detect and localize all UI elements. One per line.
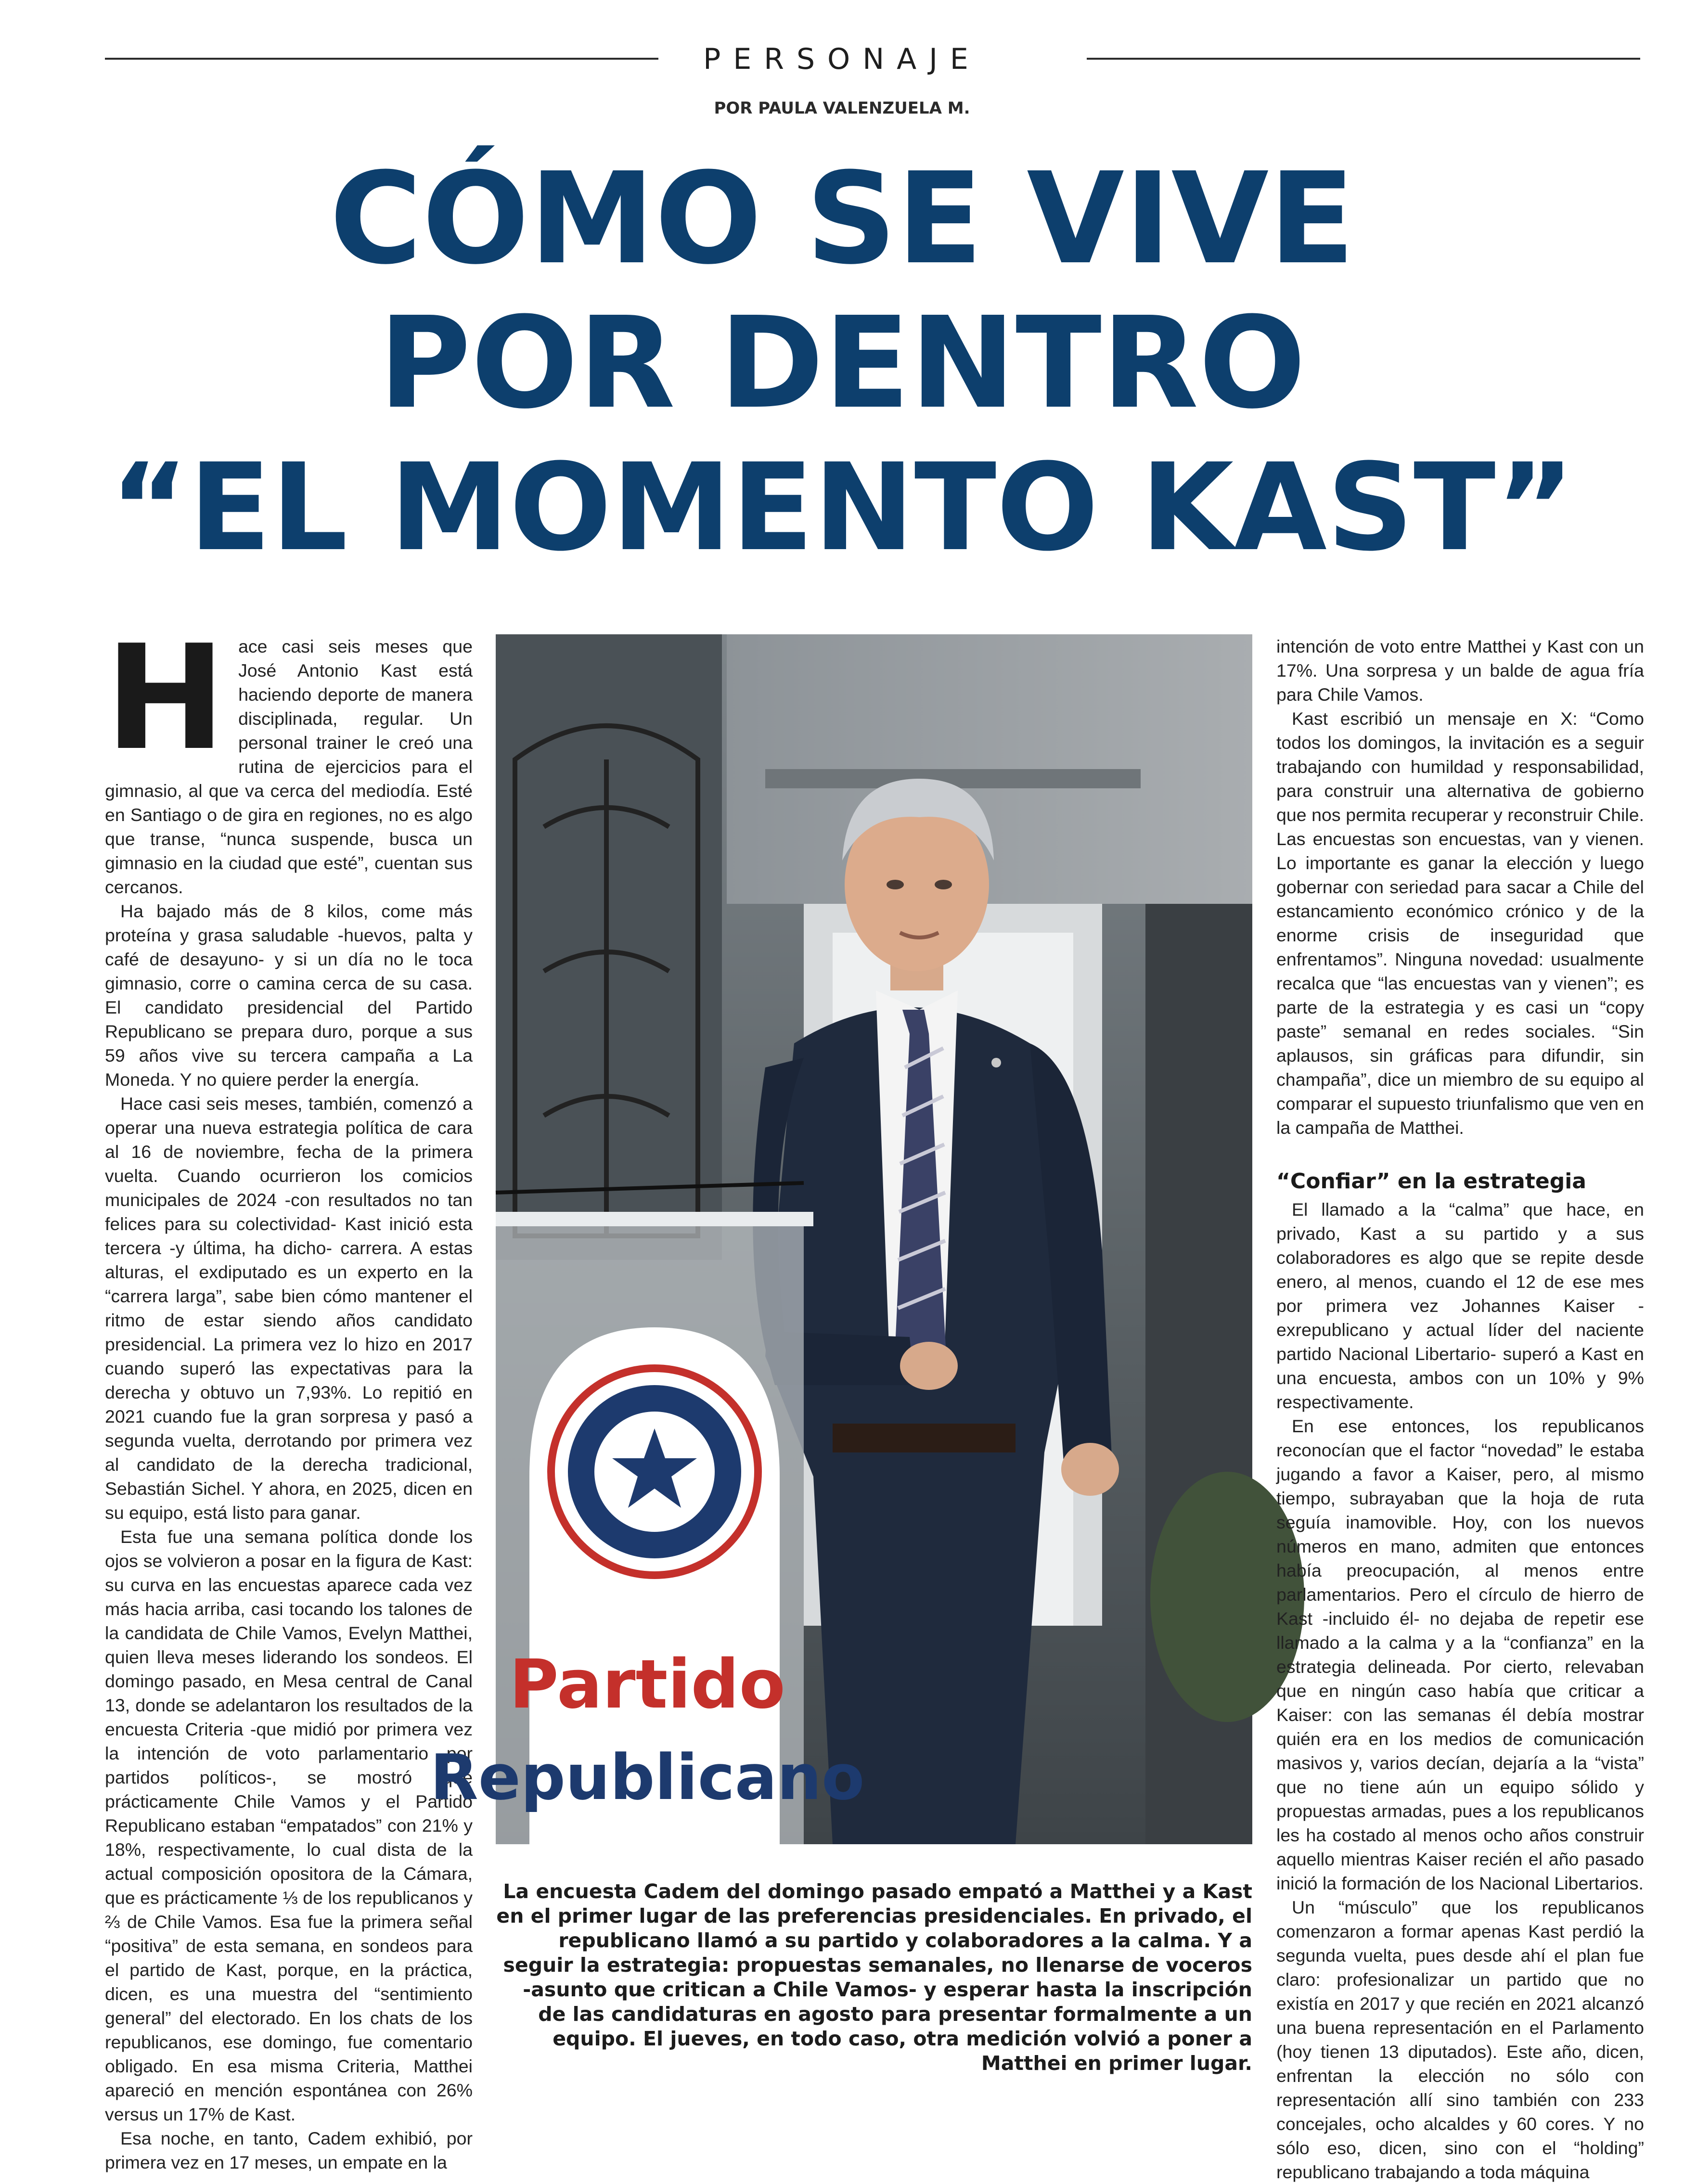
- kast-photo: [430, 634, 1252, 1844]
- paragraph: intención de voto entre Matthei y Kast con un 17%. Una sorpresa y un balde de agua fría para Chile Vamos.: [1276, 636, 1644, 705]
- paragraph: ace casi seis meses que José Antonio Kast está haciendo deporte de manera disciplinada, regular. Un personal trainer le creó una rutina de ejercicios para el gimnasio, al que va cerca del mediodía. Esté en Santiago o de gira en regiones, no es algo que transe, “nunca suspende, busca un gimnasio en la ciudad que esté”, cuentan sus cercanos.: [105, 636, 473, 897]
- byline: POR PAULA VALENZUELA M.: [714, 99, 970, 118]
- paragraph: Kast escribió un mensaje en X: “Como todos los domingos, la invitación es a seguir trabajando con humildad y responsabilidad, para construir una alternativa de gobierno que nos permita recuperar y reconstruir Chile. Las encuestas son encuestas, van y vienen. Lo importante es ganar la elección y luego gobernar con seriedad para sacar a Chile del estancamiento económico crónico y de la enorme crisis de inseguridad que enfrentamos”. Ninguna novedad: usualmente recalca que “las encuestas van y vienen”; es parte de la estrategia y es casi un “copy paste” semanal en redes sociales. “Sin aplausos, sin gráficas para difundir, sin champaña”, dice un miembro de su equipo al comparar el supuesto triunfalismo que ven en la campaña de Matthei.: [1276, 708, 1644, 1138]
- column-left: [105, 614, 473, 2174]
- podium-logo-line-2: Republicano: [430, 1741, 865, 1814]
- paragraph: Esa noche, en tanto, Cadem exhibió, por primera vez en 17 meses, un empate en la: [105, 2128, 473, 2172]
- drop-cap: H: [105, 614, 226, 782]
- section-label: PERSONAJE: [703, 42, 981, 76]
- column-right: [1276, 634, 1644, 2184]
- paragraph: En ese entonces, los republicanos reconocían que el factor “novedad” le estaba jugando a favor a Kaiser, pero, al mismo tiempo, subrayaban que la hoja de ruta seguía inamovible. Hoy, con los nuevos números en mano, admiten que entonces había preocupación, al menos entre parlamentarios. Pero el círculo de hierro de Kast -incluido él- no dejaba de repetir ese llamado a la calma y a la “confianza” en la estrategia delineada. Por cierto, relevaban que en ningún caso había que criticar a Kaiser: con las semanas él debía mostrar quién era en los medios de comunicación masivos y, varios decían, dejaría a la “vista” que no tiene aún un equipo sólido y propuestas armadas, pues a los republicanos les ha costado al menos ocho años construir aquello mientras Kaiser recién el año pasado inició la formación de los Nacional Libertarios.: [1276, 1416, 1644, 1893]
- paragraph: Ha bajado más de 8 kilos, come más proteína y grasa saludable -huevos, palta y café de desayuno- y si un día no le toca gimnasio, corre o camina cerca de su casa. El candidato presidencial del Partido Republicano se prepara duro, porque a sus 59 años vive su tercera campaña a La Moneda. Y no quiere perder la energía.: [105, 901, 473, 1090]
- section-subhead: “Confiar” en la estrategia: [1276, 1169, 1586, 1194]
- headline: [96, 147, 1588, 580]
- photo-illustration: [430, 634, 1252, 1844]
- headline-line-3: “EL MOMENTO KAST”: [110, 437, 1575, 578]
- photo-caption: La encuesta Cadem del domingo pasado empató a Matthei y a Kast en el primer lugar de las preferencias presidenciales. En privado, el republicano llamó a su partido y colaboradores a la calma. Y a seguir la estrategia: propuestas semanales, no llenarse de voceros -asunto que critican a Chile Vamos- y esperar hasta la inscripción de las candidaturas en agosto para presentar formalmente a un equipo. El jueves, en todo caso, otra medición volvió a poner a Matthei en primer lugar.: [496, 1880, 1252, 2075]
- headline-line-2: POR DENTRO: [378, 290, 1306, 437]
- podium-logo-line-1: Partido: [509, 1645, 785, 1724]
- headline-line-1: CÓMO SE VIVE: [329, 145, 1355, 292]
- paragraph: Esta fue una semana política donde los ojos se volvieron a posar en la figura de Kast: su curva en las encuestas aparece cada vez más hacia arriba, casi tocando los talones de la candidata de Chile Vamos, Evelyn Matthei, quien lleva meses liderando los sondeos. El domingo pasado, en Mesa central de Canal 13, donde se adelantaron los resultados de la encuesta Criteria -que midió por primera vez la intención de voto parlamentario por partidos políticos-, se mostró que prácticamente Chile Vamos y el Partido Republicano estaban “empatados” con 21% y 18%, respectivamente, lo cual dista de la actual composición opositora de la Cámara, que es prácticamente ⅓ de los republicanos y ⅔ de Chile Vamos. Esa fue la primera señal “positiva” de esta semana, en sondeos para el partido de Kast, porque, en la práctica, dicen, es una muestra del “sentimiento general” del electorado. En los chats de los republicanos, ese domingo, fue comentario obligado. En esa misma Criteria, Matthei apareció en mención espontánea con 26% versus un 17% de Kast.: [105, 1527, 473, 2124]
- paragraph: Un “músculo” que los republicanos comenzaron a formar apenas Kast perdió la segunda vuelta, pues desde ahí el plan fue claro: profesionalizar un partido que no existía en 2017 y que recién en 2021 alcanzó una buena representación en el Parlamento (hoy tienen 13 diputados). Este año, dicen, enfrentan la elección no sólo con representación allí sino también con 233 concejales, ocho alcaldes y 60 cores. Y no sólo eso, dicen, sino con el “holding” republicano trabajando a toda máquina: [1276, 1897, 1644, 2182]
- paragraph: El llamado a la “calma” que hace, en privado, Kast a su partido y a sus colaboradores es algo que se repite desde enero, al menos, cuando el 12 de ese mes por primera vez Johannes Kaiser -exrepublicano y actual líder del naciente partido Nacional Libertario- superó a Kast en una encuesta, ambos con un 10% y 9% respectivamente.: [1276, 1199, 1644, 1412]
- paragraph: Hace casi seis meses, también, comenzó a operar una nueva estrategia política de cara al 16 de noviembre, fecha de la primera vuelta. Cuando ocurrieron los comicios municipales de 2024 -con resultados no tan felices para su colectividad- Kast inició esta tercera -y última, ha dicho- carrera. A estas alturas, el exdiputado es un experto en la “carrera larga”, sabe bien cómo mantener el ritmo de estar siendo años candidato presidencial. La primera vez lo hizo en 2017 cuando superó las expectativas para la derecha y obtuvo un 7,93%. Lo repitió en 2021 cuando fue la gran sorpresa y pasó a segunda vuelta, derrotando por primera vez al candidato de la derecha tradicional, Sebastián Sichel. Y ahora, en 2025, dicen en su equipo, está listo para ganar.: [105, 1093, 473, 1523]
